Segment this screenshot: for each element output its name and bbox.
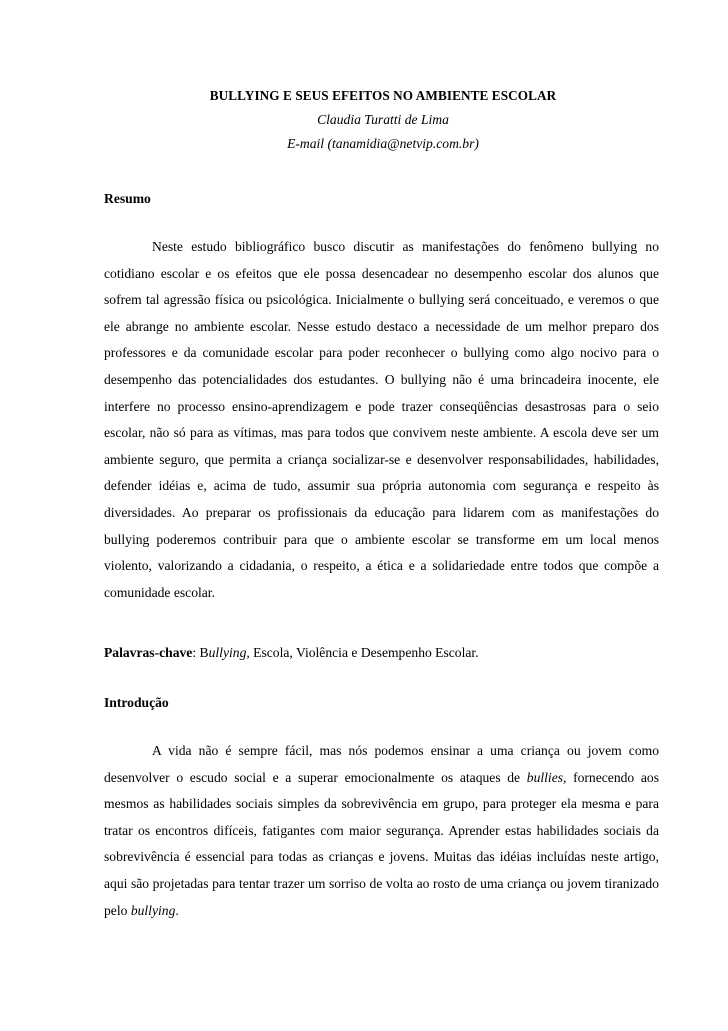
author-name: Claudia Turatti de Lima — [317, 112, 449, 127]
intro-text-end: . — [175, 902, 179, 918]
intro-text-1: A vida não é sempre fácil, mas nós podemos ensinar a uma criança ou jovem como desenvolver o escudo social e a superar emocionalmente os ataques de — [104, 743, 659, 785]
abstract-heading: Resumo — [104, 191, 151, 206]
introduction-paragraph — [104, 738, 659, 924]
paper-title: BULLYING E SEUS EFEITOS NO AMBIENTE ESCOLAR — [209, 88, 557, 103]
author-email: E-mail (tanamidia@netvip.com.br) — [287, 136, 479, 151]
keyword-bullying: ullying — [208, 645, 247, 660]
intro-text-2: fornecendo aos mesmos as habilidades sociais simples da sobrevivência em grupo, para proteger ela mesma e para tratar os encontros difíceis, fatigantes com maior segurança. Aprender estas habilidades sociais da sobrevivência é essencial para todas as crianças e jovens. Muitas das idéias incluídas neste artigo, aqui são projetadas para tentar trazer um sorriso de volta ao rosto de uma criança ou jovem tiranizado pelo — [104, 769, 659, 918]
intro-bullies: bullies, — [526, 769, 567, 785]
keyword-b: B — [199, 645, 209, 660]
keywords-rest: , Escola, Violência e Desempenho Escolar. — [246, 645, 479, 660]
keywords-colon: : — [192, 645, 200, 660]
intro-bullying: bullying — [130, 902, 176, 918]
keywords-label: Palavras-chave — [104, 645, 193, 660]
keywords-line — [104, 645, 479, 661]
introduction-heading: Introdução — [104, 695, 169, 710]
abstract-paragraph — [104, 234, 659, 606]
abstract-text: Neste estudo bibliográfico busco discutir as manifestações do fenômeno bullying no cotidiano escolar e os efeitos que ele possa desencadear no desempenho escolar dos alunos que sofrem tal agressão física ou psicológica. Inicialmente o bullying será conceituado, e veremos o que ele abrange no ambiente escolar. Nesse estudo destaco a necessidade de um melhor preparo dos professores e da comunidade escolar para poder reconhecer o bullying como algo nocivo para o desempenho das potencialidades dos estudantes. O bullying não é uma brincadeira inocente, ele interfere no processo ensino-aprendizagem e pode trazer conseqüências desastrosas para o seio escolar, não só para as vítimas, mas para todos que convivem neste ambiente. A escola deve ser um ambiente seguro, que permita a criança socializar-se e desenvolver responsabilidades, habilidades, defender idéias e, acima de tudo, assumir sua própria autonomia com segurança e respeito às diversidades. Ao preparar os profissionais da educação para lidarem com as manifestações do bullying poderemos contribuir para que o ambiente escolar se transforme em um local menos violento, valorizando a cidadania, o respeito, a ética e a solidariedade entre todos que compõe a comunidade escolar. — [104, 239, 659, 600]
